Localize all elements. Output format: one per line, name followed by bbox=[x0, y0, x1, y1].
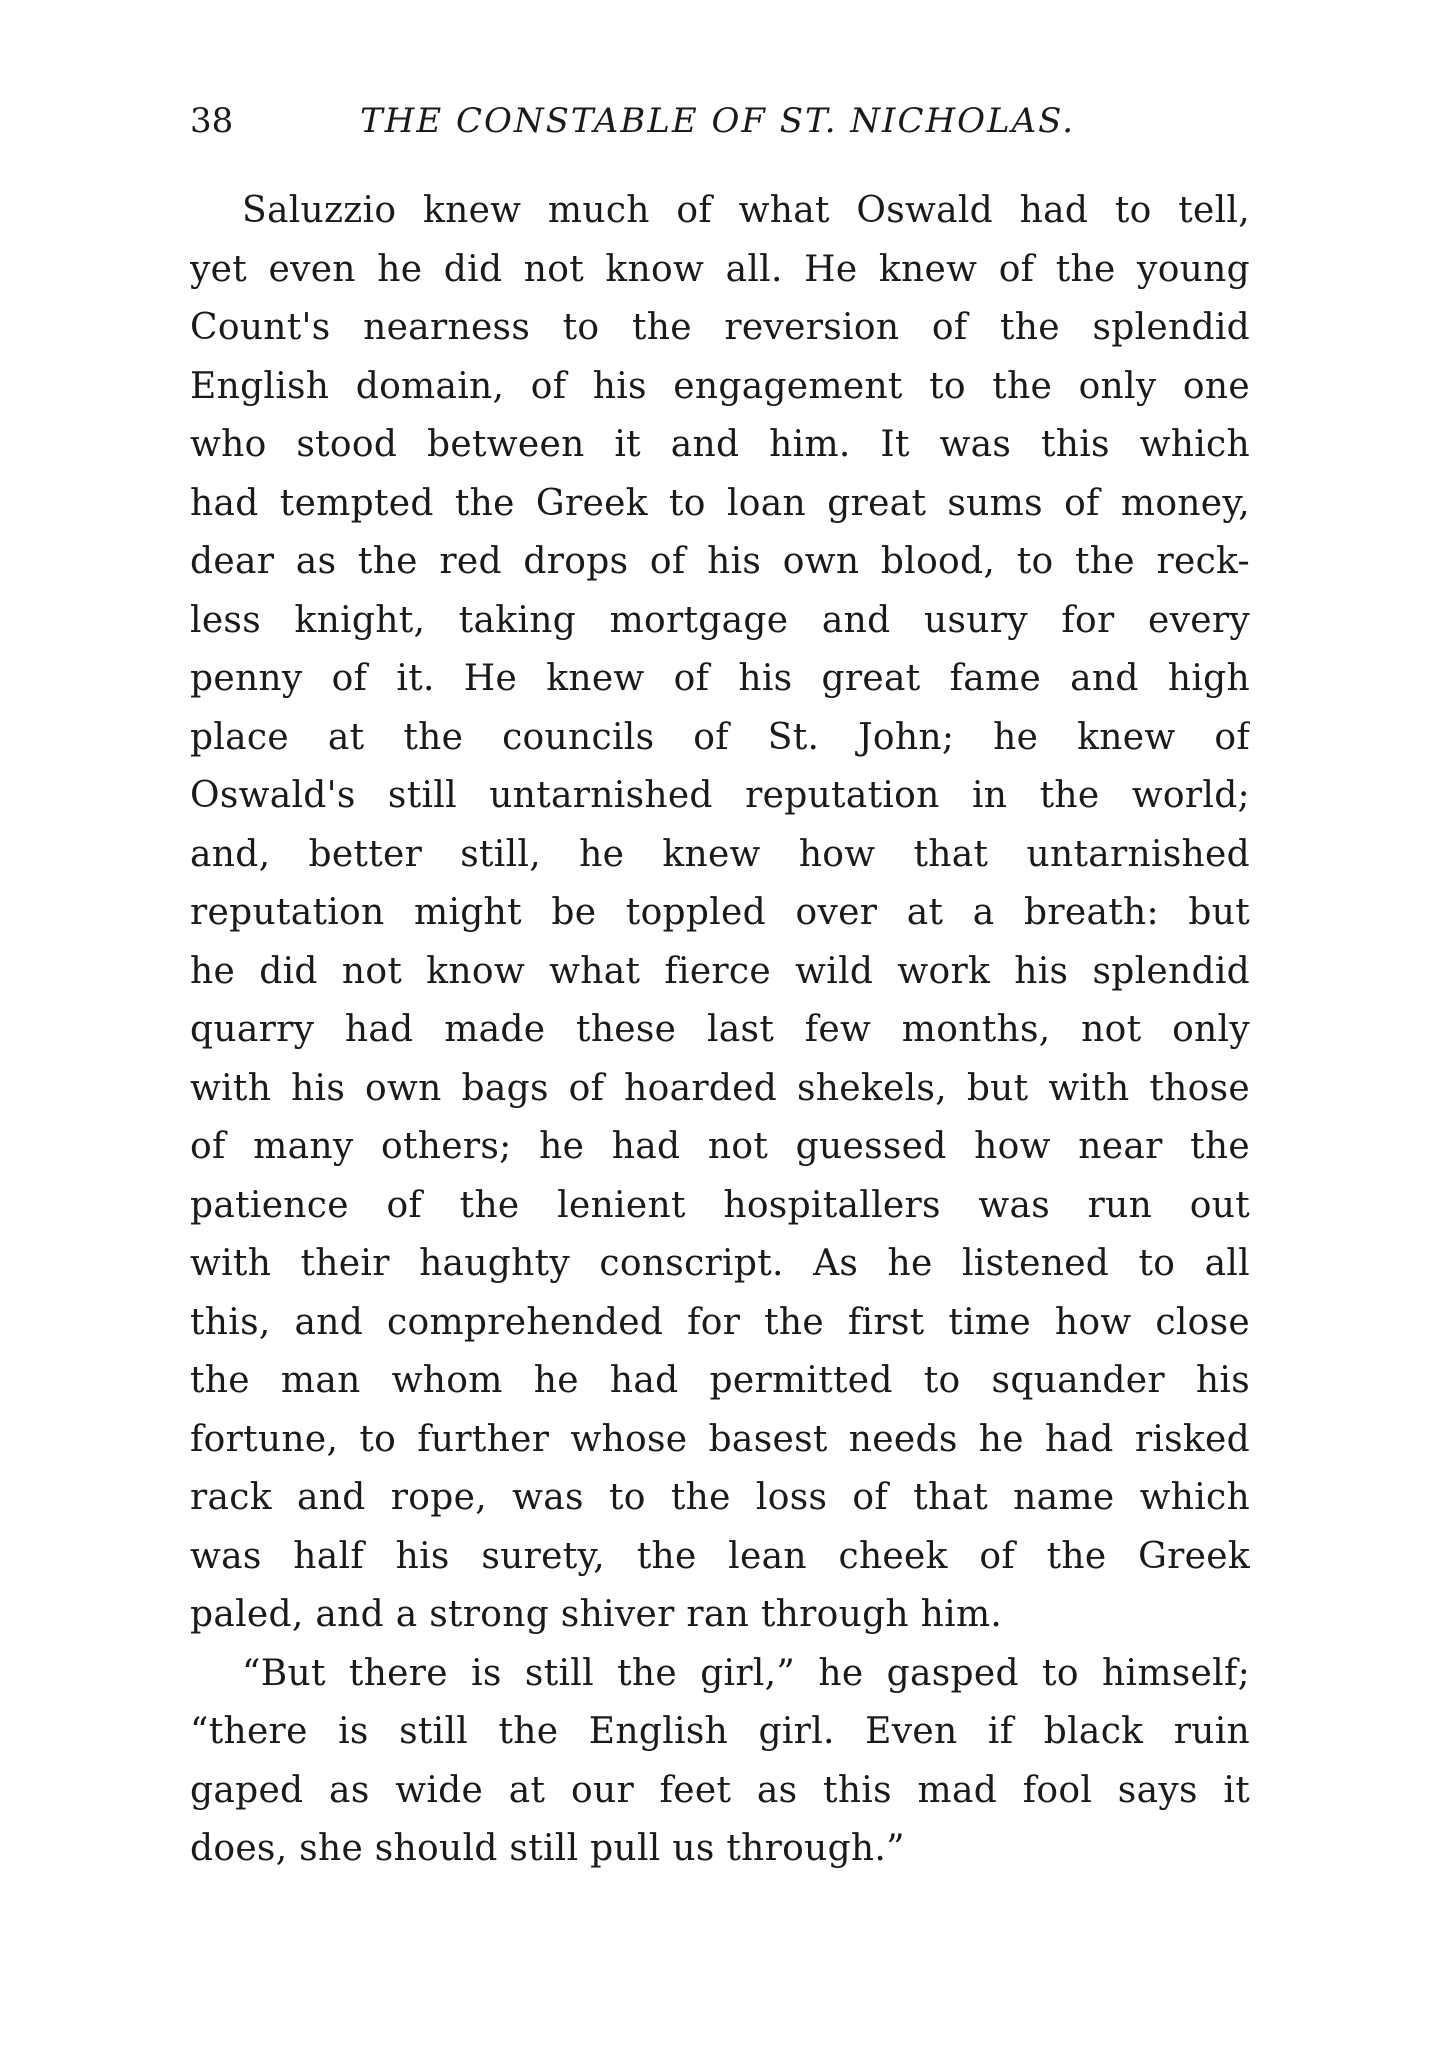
text-line: quarry had made these last few months, not only bbox=[190, 1009, 1250, 1050]
text-line: Oswald's still untarnished reputation in the world; bbox=[190, 775, 1250, 816]
text-line: place at the councils of St. John; he knew of bbox=[190, 716, 1250, 758]
text-line: fortune, to further whose basest needs he had risked bbox=[190, 1418, 1250, 1460]
text-line: yet even he did not know all. He knew of the young bbox=[190, 248, 1250, 290]
text-line: less knight, taking mortgage and usury for every bbox=[190, 599, 1250, 641]
text-line: “there is still the English girl. Even if black ruin bbox=[190, 1711, 1250, 1752]
page-number: 38 bbox=[190, 101, 234, 141]
text-line: does, she should still pull us through.” bbox=[190, 1828, 905, 1869]
body-text bbox=[190, 182, 1250, 1879]
text-line: patience of the lenient hospitallers was run out bbox=[190, 1184, 1250, 1226]
paragraph bbox=[190, 1645, 1250, 1879]
text-line: had tempted the Greek to loan great sums of money, bbox=[190, 482, 1250, 524]
text-line: with his own bags of hoarded shekels, but with those bbox=[190, 1067, 1250, 1109]
text-line: Saluzzio knew much of what Oswald had to tell, bbox=[242, 190, 1250, 231]
text-line: reputation might be toppled over at a breath: but bbox=[190, 892, 1250, 933]
text-line: gaped as wide at our feet as this mad fool says it bbox=[190, 1769, 1250, 1811]
text-line: rack and rope, was to the loss of that name which bbox=[190, 1477, 1250, 1518]
text-line: paled, and a strong shiver ran through him. bbox=[190, 1594, 1003, 1635]
text-line: this, and comprehended for the first time how close bbox=[190, 1301, 1250, 1343]
text-line: dear as the red drops of his own blood, to the reck- bbox=[190, 541, 1250, 582]
text-line: was half his surety, the lean cheek of the Greek bbox=[190, 1535, 1250, 1577]
text-line: Count's nearness to the reversion of the splendid bbox=[190, 307, 1250, 348]
running-title: THE CONSTABLE OF ST. NICHOLAS. bbox=[360, 101, 1076, 141]
text-line: “But there is still the girl,” he gasped to himself; bbox=[242, 1652, 1250, 1694]
text-line: and, better still, he knew how that untarnished bbox=[190, 833, 1250, 875]
text-line: penny of it. He knew of his great fame and high bbox=[190, 658, 1250, 699]
text-line: of many others; he had not guessed how near the bbox=[190, 1126, 1250, 1167]
text-line: who stood between it and him. It was this which bbox=[190, 424, 1250, 465]
paragraph bbox=[190, 182, 1250, 1645]
running-head bbox=[190, 96, 1250, 146]
text-line: English domain, of his engagement to the only one bbox=[190, 365, 1250, 407]
text-line: the man whom he had permitted to squander his bbox=[190, 1360, 1250, 1401]
text-line: with their haughty conscript. As he listened to all bbox=[190, 1243, 1250, 1284]
text-line: he did not know what fierce wild work his splendid bbox=[190, 950, 1250, 992]
